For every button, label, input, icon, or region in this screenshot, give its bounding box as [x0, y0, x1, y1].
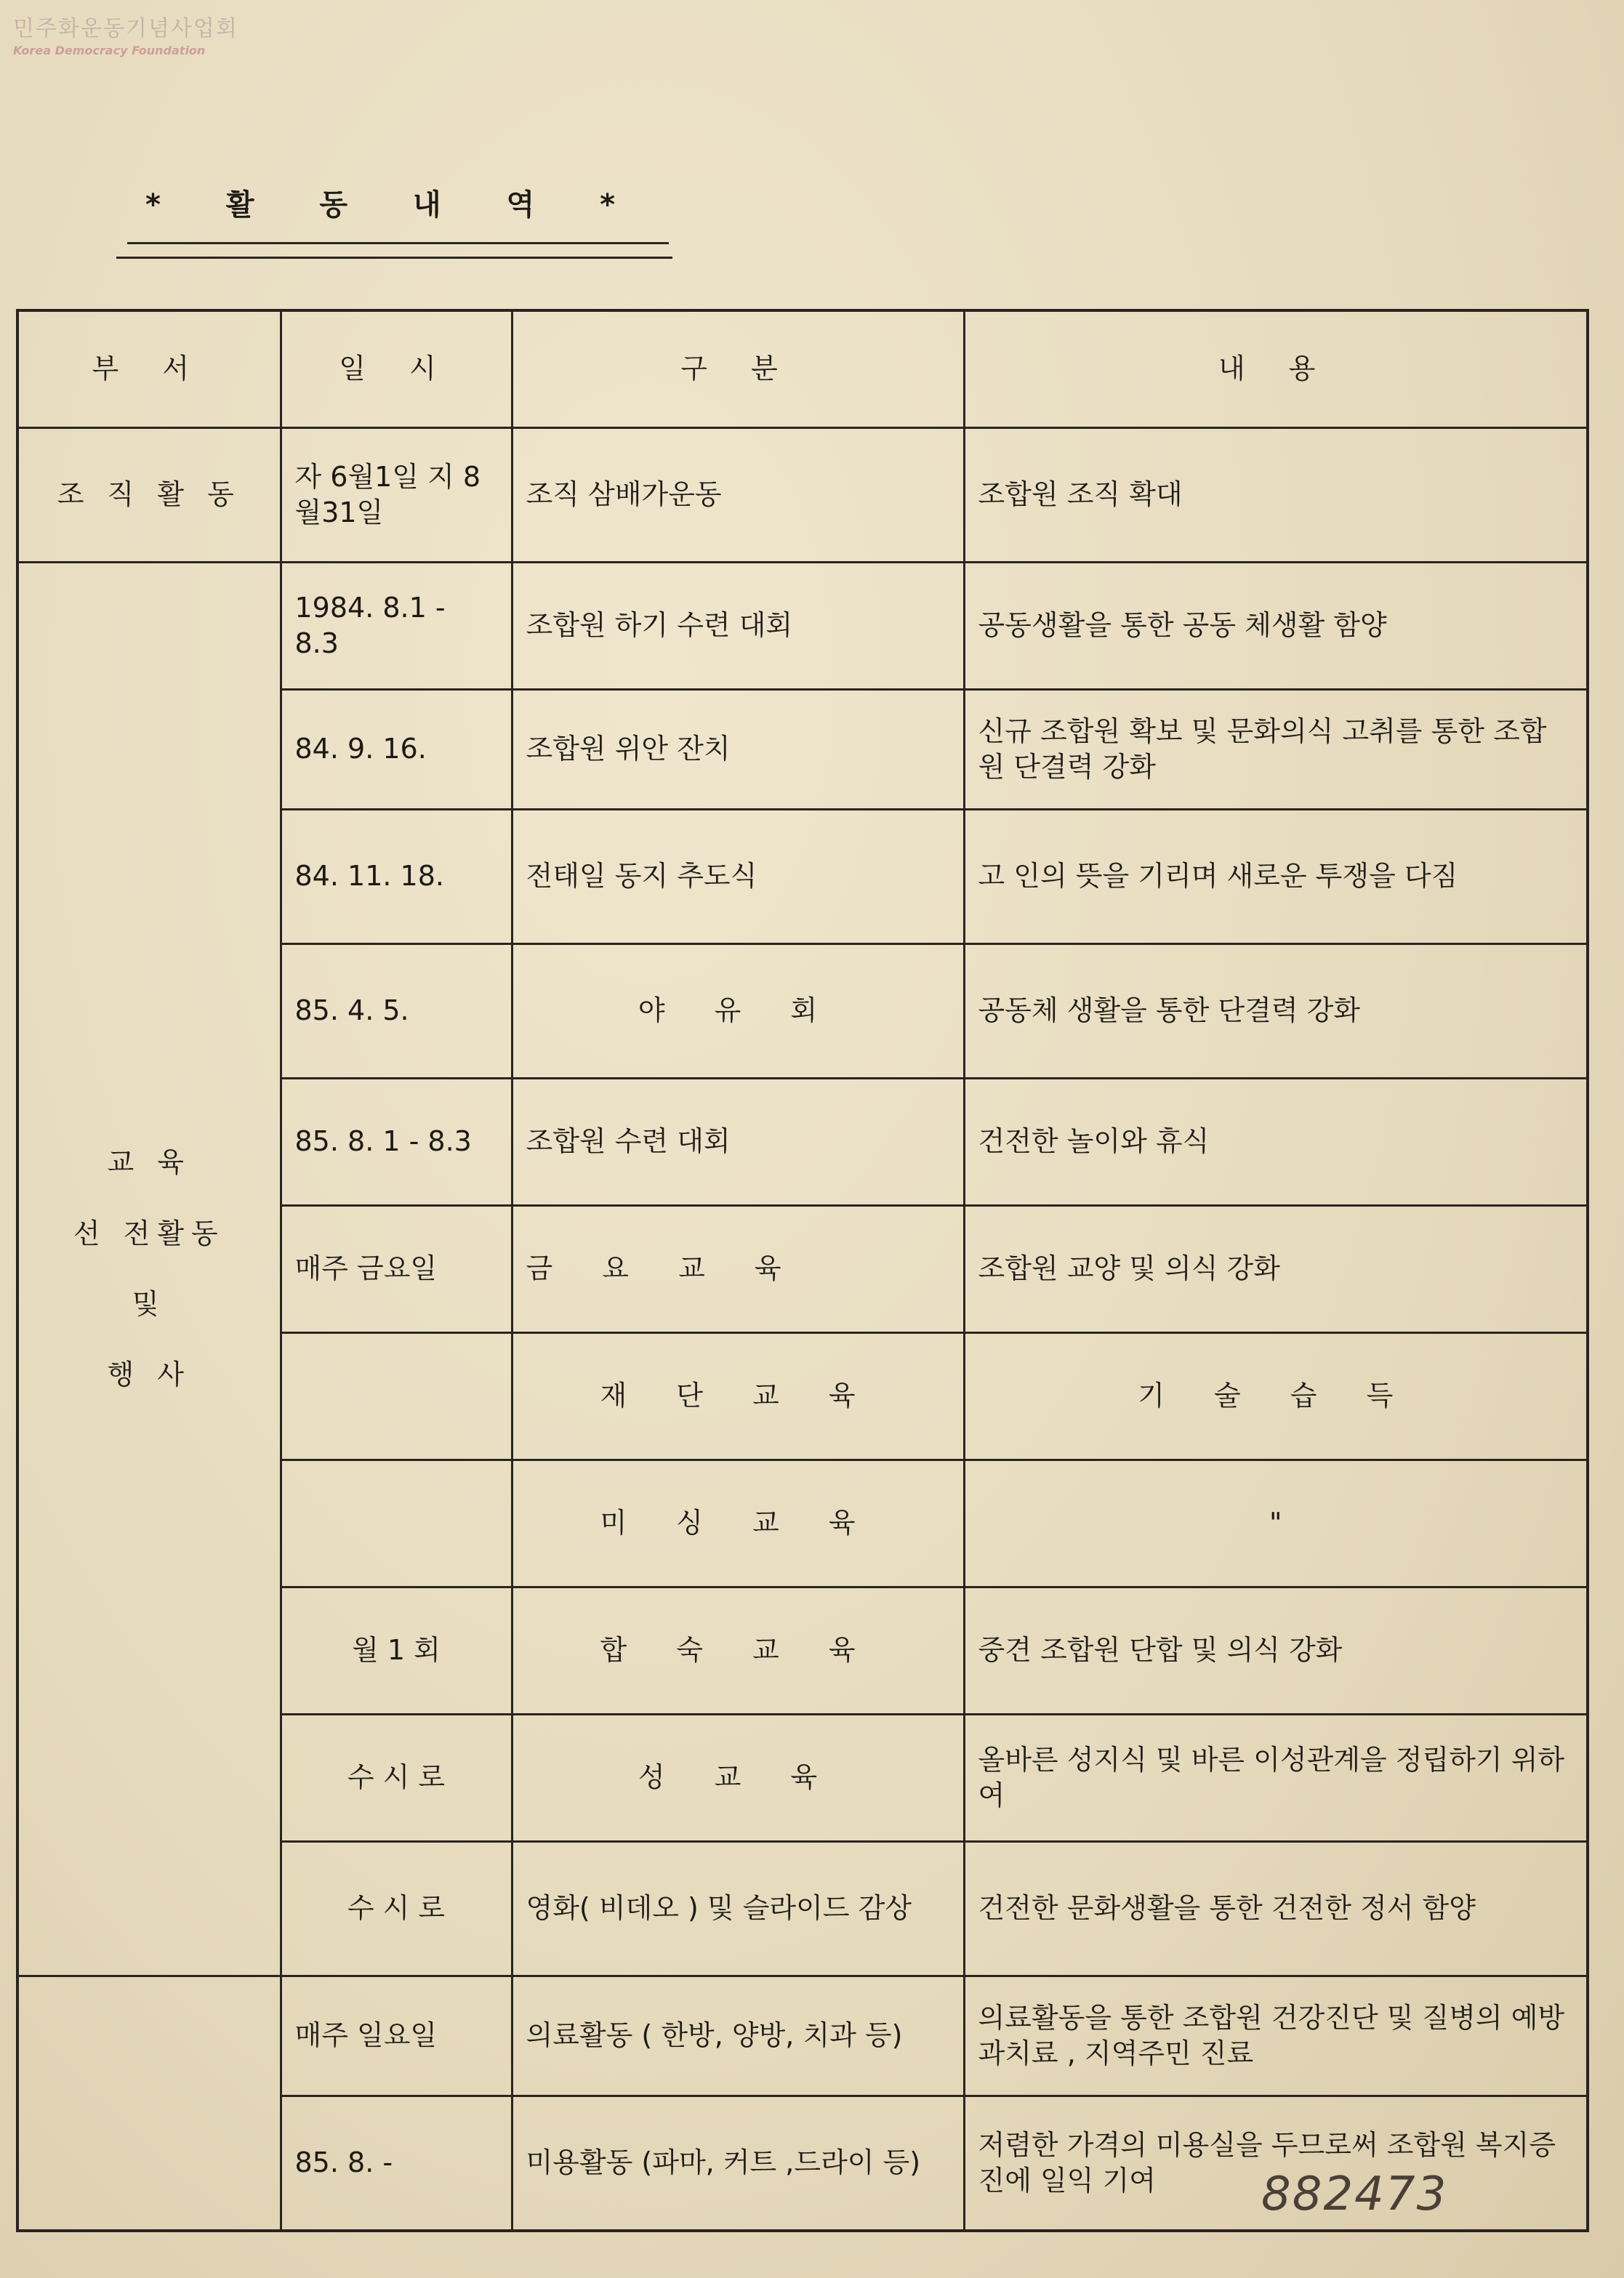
- document-title: * 활 동 내 역 *: [145, 188, 643, 222]
- table-row: [17, 1976, 1588, 2096]
- title-underline: [127, 242, 669, 244]
- cell-content: 중견 조합원 단합 및 의식 강화: [964, 1587, 1588, 1715]
- dept-welfare-blank: [17, 1976, 281, 2231]
- cell-category: 야 유 회: [512, 944, 964, 1079]
- cell-category: 전태일 동지 추도식: [512, 810, 964, 944]
- cell-date: 월 1 회: [281, 1587, 512, 1715]
- cell-date: 매주 금요일: [281, 1206, 512, 1333]
- header-department: 부 서: [17, 310, 281, 428]
- cell-category: 의료활동 ( 한방, 양방, 치과 등): [512, 1976, 964, 2096]
- cell-category: 조합원 위안 잔치: [512, 690, 964, 810]
- cell-content: 건전한 놀이와 휴식: [964, 1079, 1588, 1206]
- header-date: 일 시: [281, 310, 512, 428]
- dept-edu-line: 교 육: [107, 1146, 191, 1179]
- cell-category: 영화( 비데오 ) 및 슬라이드 감상: [512, 1842, 964, 1976]
- cell-category: 성 교 육: [512, 1715, 964, 1842]
- header-content: 내 용: [964, 310, 1588, 428]
- cell-content: 공동생활을 통한 공동 체생활 함양: [964, 563, 1588, 690]
- activity-table: [16, 309, 1589, 2232]
- archive-stamp: [13, 10, 238, 57]
- table-row: [17, 563, 1588, 690]
- cell-category: 미 싱 교 육: [512, 1460, 964, 1587]
- cell-content: 의료활동을 통한 조합원 건강진단 및 질병의 예방과치료 , 지역주민 진료: [964, 1976, 1588, 2096]
- cell-content: 조합원 조직 확대: [964, 428, 1588, 563]
- cell-category: 조합원 하기 수련 대회: [512, 563, 964, 690]
- cell-content: 고 인의 뜻을 기리며 새로운 투쟁을 다짐: [964, 810, 1588, 944]
- cell-content: 공동체 생활을 통한 단결력 강화: [964, 944, 1588, 1079]
- dept-education-events: [17, 563, 281, 1976]
- dept-edu-line: 및: [132, 1288, 166, 1320]
- cell-date: 85. 8. -: [281, 2096, 512, 2231]
- cell-content: 올바른 성지식 및 바른 이성관계을 정립하기 위하여: [964, 1715, 1588, 1842]
- stamp-org-korean: 민주화운동기념사업회: [13, 16, 238, 41]
- cell-content: 신규 조합원 확보 및 문화의식 고취를 통한 조합원 단결력 강화: [964, 690, 1588, 810]
- archive-number: 882473: [1261, 2168, 1448, 2221]
- cell-date: 85. 8. 1 - 8.3: [281, 1079, 512, 1206]
- cell-category: 재 단 교 육: [512, 1333, 964, 1460]
- cell-category: 합 숙 교 육: [512, 1587, 964, 1715]
- cell-content: 조합원 교양 및 의식 강화: [964, 1206, 1588, 1333]
- dept-edu-line: 행 사: [107, 1359, 191, 1391]
- cell-content: ": [964, 1460, 1588, 1587]
- cell-date: [281, 1333, 512, 1460]
- cell-date: 1984. 8.1 - 8.3: [281, 563, 512, 690]
- cell-category: 조직 삼배가운동: [512, 428, 964, 563]
- cell-date: 84. 11. 18.: [281, 810, 512, 944]
- cell-date: 수 시 로: [281, 1842, 512, 1976]
- cell-content: 건전한 문화생활을 통한 건전한 정서 함양: [964, 1842, 1588, 1976]
- dept-edu-line: 선 전활동: [73, 1217, 225, 1249]
- cell-category: 금 요 교 육: [512, 1206, 964, 1333]
- cell-category: 조합원 수련 대회: [512, 1079, 964, 1206]
- cell-date: 85. 4. 5.: [281, 944, 512, 1079]
- cell-date: 매주 일요일: [281, 1976, 512, 2096]
- table-row: [17, 428, 1588, 563]
- cell-content: 저렴한 가격의 미용실을 두므로써 조합원 복지증진에 일익 기여: [964, 2096, 1588, 2231]
- cell-content: 기 술 습 득: [964, 1333, 1588, 1460]
- stamp-org-english: Korea Democracy Foundation: [13, 44, 206, 57]
- table-header-row: [17, 310, 1588, 428]
- cell-date: 수 시 로: [281, 1715, 512, 1842]
- cell-date: 자 6월1일 지 8월31일: [281, 428, 512, 563]
- header-category: 구 분: [512, 310, 964, 428]
- dept-organization: 조 직 활 동: [17, 428, 281, 563]
- title-underline-double: [116, 257, 672, 259]
- cell-date: 84. 9. 16.: [281, 690, 512, 810]
- cell-date: [281, 1460, 512, 1587]
- cell-category: 미용활동 (파마, 커트 ,드라이 등): [512, 2096, 964, 2231]
